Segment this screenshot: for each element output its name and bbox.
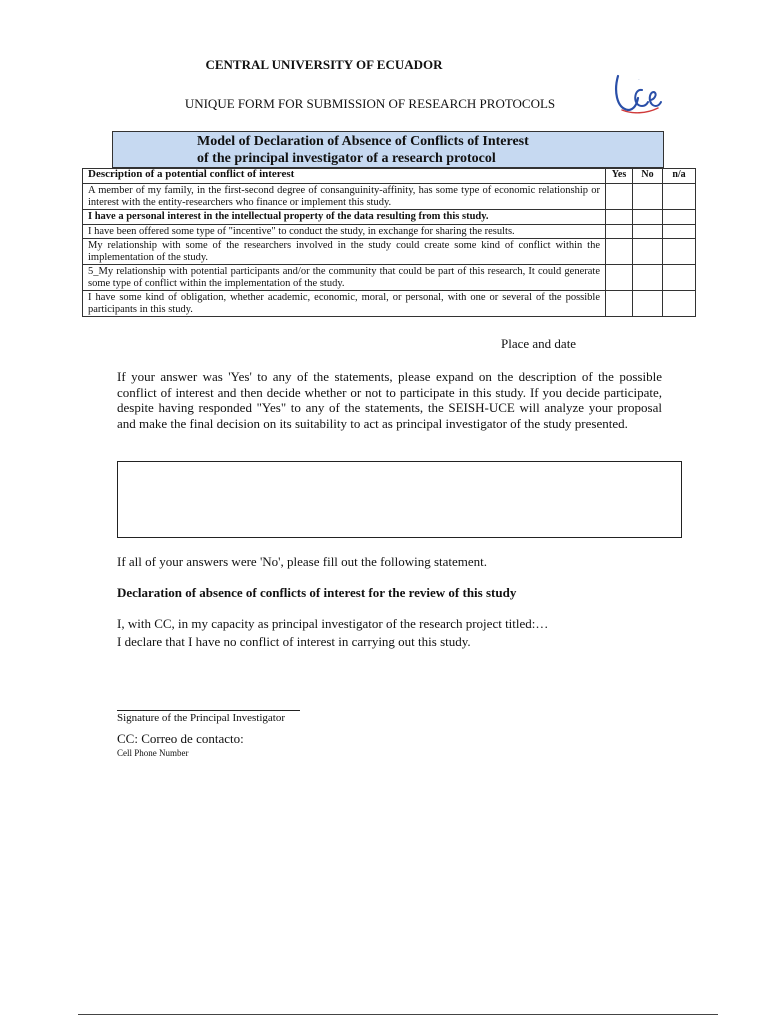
row-description: I have some kind of obligation, whether academic, economic, moral, or personal, with one or several of the possible participants in this study. (83, 291, 606, 317)
banner-line-1: Model of Declaration of Absence of Conflicts of Interest (197, 134, 529, 149)
row-description: A member of my family, in the first-second degree of consanguinity-affinity, has some type of economic relationship or interest with the entity-researchers who finance or implement this study. (83, 184, 606, 210)
declaration-banner (112, 131, 664, 168)
if-no-instruction: If all of your answers were 'No', please fill out the following statement. (117, 554, 488, 569)
no-header: No (633, 169, 663, 184)
yes-cell[interactable] (606, 239, 633, 265)
table-row (83, 184, 696, 210)
no-cell[interactable] (633, 224, 663, 239)
na-cell[interactable] (663, 291, 696, 317)
yes-header: Yes (606, 169, 633, 184)
signature-line[interactable] (117, 710, 300, 711)
university-name: CENTRAL UNIVERSITY OF ECUADOR (205, 57, 443, 72)
declaration-line-1: I, with CC, in my capacity as principal investigator of the research project titled:… (117, 616, 549, 631)
na-cell[interactable] (663, 224, 696, 239)
signature-label: Signature of the Principal Investigator (117, 712, 286, 724)
yes-cell[interactable] (606, 210, 633, 225)
na-cell[interactable] (663, 210, 696, 225)
banner-line-2: of the principal investigator of a research protocol (197, 151, 496, 166)
no-cell[interactable] (633, 210, 663, 225)
yes-cell[interactable] (606, 265, 633, 291)
no-cell[interactable] (633, 239, 663, 265)
table-row (83, 210, 696, 225)
table-row (83, 291, 696, 317)
contact-email-label: CC: Correo de contacto: (117, 731, 244, 746)
instructions-paragraph: If your answer was 'Yes' to any of the statements, please expand on the description of the possible conflict of interest and then decide whether or not to participate in this study. If you decide participate, despite having responded "Yes" to any of the statements, the SEISH-UCE will analyze your proposal and make the final decision on its suitability to act as principal investigator of the study presented. (117, 369, 662, 431)
no-cell[interactable] (633, 291, 663, 317)
no-cell[interactable] (633, 265, 663, 291)
form-title: UNIQUE FORM FOR SUBMISSION OF RESEARCH PROTOCOLS (184, 96, 556, 111)
cell-phone-label: Cell Phone Number (117, 748, 189, 758)
row-description: I have been offered some type of "incentive" to conduct the study, in exchange for sharing the results. (83, 224, 606, 239)
table-row (83, 224, 696, 239)
declaration-title: Declaration of absence of conflicts of interest for the review of this study (117, 585, 517, 600)
na-header: n/a (663, 169, 696, 184)
no-cell[interactable] (633, 184, 663, 210)
na-cell[interactable] (663, 184, 696, 210)
row-description: I have a personal interest in the intellectual property of the data resulting from this study. (83, 210, 606, 225)
yes-cell[interactable] (606, 184, 633, 210)
table-row (83, 265, 696, 291)
row-description: 5_My relationship with potential participants and/or the community that could be part of this research, It could generate some type of conflict within the implementation of the study. (83, 265, 606, 291)
na-cell[interactable] (663, 239, 696, 265)
row-description: My relationship with some of the researchers involved in the study could create some kind of conflict within the implementation of the study. (83, 239, 606, 265)
yes-cell[interactable] (606, 224, 633, 239)
footer-divider (78, 1014, 718, 1015)
table-row (83, 239, 696, 265)
place-and-date: Place and date (501, 336, 577, 351)
description-header: Description of a potential conflict of interest (83, 169, 606, 184)
declaration-line-2: I declare that I have no conflict of interest in carrying out this study. (117, 634, 471, 649)
table-header-row (83, 169, 696, 184)
yes-cell[interactable] (606, 291, 633, 317)
uce-logo (612, 70, 664, 116)
svg-text:Uce: Uce (638, 80, 640, 81)
na-cell[interactable] (663, 265, 696, 291)
conflict-description-box[interactable] (117, 461, 682, 538)
conflict-table (82, 168, 696, 317)
